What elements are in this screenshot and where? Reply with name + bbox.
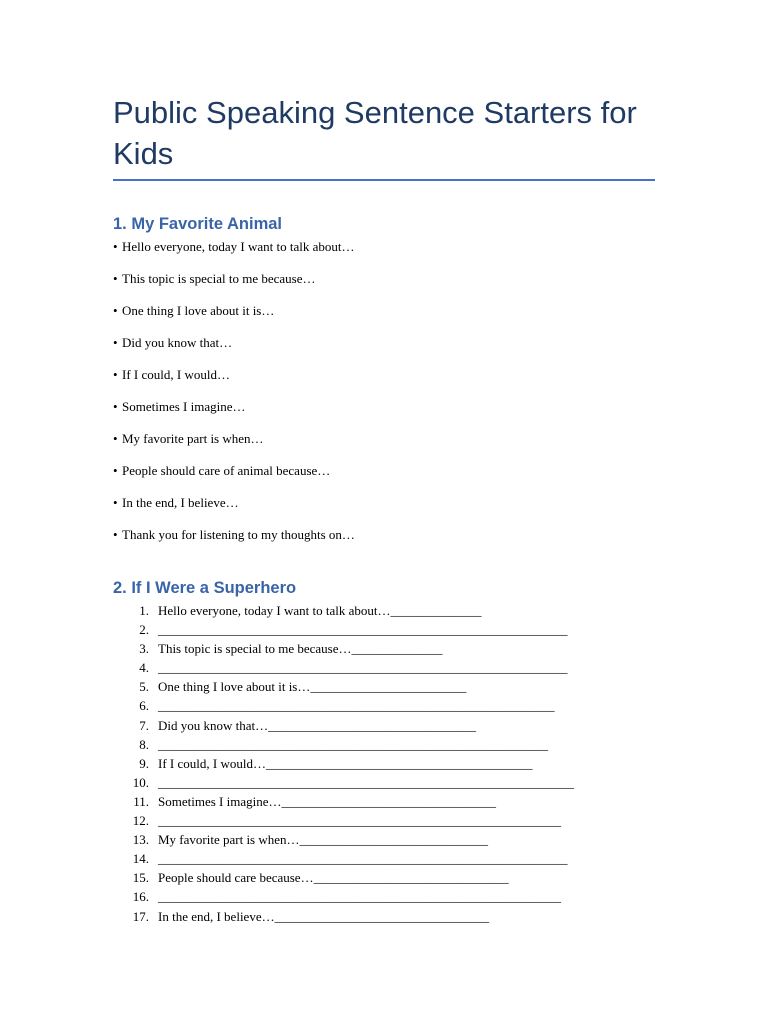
numbered-item — [113, 716, 673, 735]
item-text: If I could, I would…_________________________________________ — [158, 755, 533, 771]
item-number: 13. — [132, 832, 149, 848]
bullet-text: My favorite part is when… — [122, 431, 264, 446]
item-text: This topic is special to me because…______________ — [158, 641, 443, 657]
item-text: _______________________________________________________________ — [158, 851, 568, 867]
bullet-marker: • — [113, 239, 118, 254]
bullet-item — [113, 430, 653, 462]
bullet-text: Hello everyone, today I want to talk about… — [122, 239, 355, 254]
numbered-item — [113, 868, 673, 887]
section-1-heading: 1. My Favorite Animal — [113, 215, 283, 233]
bullet-item — [113, 462, 653, 494]
numbered-item — [113, 658, 673, 677]
numbered-item — [113, 620, 673, 639]
item-number: 16. — [132, 889, 149, 905]
bullet-marker: • — [113, 463, 118, 478]
bullet-text: People should care of animal because… — [122, 463, 331, 478]
numbered-item — [113, 830, 673, 849]
item-text: People should care because…______________________________ — [158, 870, 509, 886]
section-1-bullet-list — [113, 238, 653, 558]
bullet-marker: • — [113, 303, 118, 318]
bullet-marker: • — [113, 271, 118, 286]
bullet-text: If I could, I would… — [122, 367, 230, 382]
bullet-item — [113, 302, 653, 334]
bullet-marker: • — [113, 431, 118, 446]
section-2-numbered-list — [113, 601, 673, 926]
item-text: ______________________________________________________________ — [158, 813, 561, 829]
title-underline — [113, 179, 655, 181]
bullet-marker: • — [113, 367, 118, 382]
numbered-item — [113, 907, 673, 926]
bullet-item — [113, 398, 653, 430]
numbered-item — [113, 792, 673, 811]
section-2-heading: 2. If I Were a Superhero — [113, 579, 297, 597]
item-text: _______________________________________________________________ — [158, 622, 568, 638]
bullet-item — [113, 526, 653, 558]
numbered-item — [113, 677, 673, 696]
bullet-item — [113, 366, 653, 398]
item-text: My favorite part is when…_____________________________ — [158, 832, 489, 848]
item-number: 4. — [139, 660, 149, 676]
item-text: ______________________________________________________________ — [158, 889, 561, 905]
bullet-marker: • — [113, 527, 118, 542]
item-number: 11. — [133, 793, 149, 809]
numbered-item — [113, 601, 673, 620]
bullet-text: Sometimes I imagine… — [122, 399, 246, 414]
item-text: Did you know that…________________________________ — [158, 717, 477, 733]
bullet-text: This topic is special to me because… — [122, 271, 316, 286]
item-number: 12. — [132, 813, 149, 829]
bullet-marker: • — [113, 495, 118, 510]
item-number: 15. — [132, 870, 149, 886]
item-number: 3. — [139, 641, 149, 657]
item-text: Hello everyone, today I want to talk about…______________ — [158, 603, 482, 618]
item-number: 17. — [132, 908, 149, 924]
item-number: 7. — [139, 717, 149, 733]
bullet-item — [113, 270, 653, 302]
bullet-item — [113, 494, 653, 526]
item-text: One thing I love about it is…________________________ — [158, 679, 467, 695]
item-number: 8. — [139, 736, 149, 752]
bullet-text: One thing I love about it is… — [122, 303, 275, 318]
bullet-text: Did you know that… — [122, 335, 233, 350]
bullet-item — [113, 238, 653, 270]
item-number: 14. — [132, 851, 149, 867]
item-text: Sometimes I imagine…_________________________________ — [158, 793, 496, 809]
item-number: 5. — [139, 679, 149, 695]
numbered-item — [113, 849, 673, 868]
item-text: In the end, I believe…_________________________________ — [158, 908, 490, 924]
item-text: _____________________________________________________________ — [158, 698, 555, 714]
bullet-text: In the end, I believe… — [122, 495, 239, 510]
item-text: ____________________________________________________________ — [158, 736, 548, 752]
item-number: 9. — [139, 755, 149, 771]
numbered-item — [113, 639, 673, 658]
numbered-item — [113, 773, 673, 792]
bullet-marker: • — [113, 335, 118, 350]
numbered-item — [113, 754, 673, 773]
bullet-marker: • — [113, 399, 118, 414]
numbered-item — [113, 696, 673, 715]
bullet-item — [113, 334, 653, 366]
bullet-text: Thank you for listening to my thoughts on… — [122, 527, 355, 542]
item-text: ________________________________________________________________ — [158, 774, 574, 790]
numbered-item — [113, 887, 673, 906]
item-number: 6. — [139, 698, 149, 714]
numbered-item — [113, 735, 673, 754]
item-number: 2. — [139, 622, 149, 638]
item-number: 10. — [132, 774, 149, 790]
numbered-item — [113, 811, 673, 830]
document-title: Public Speaking Sentence Starters for Kids — [113, 95, 637, 171]
item-text: _______________________________________________________________ — [158, 660, 568, 676]
item-number: 1. — [139, 603, 149, 618]
